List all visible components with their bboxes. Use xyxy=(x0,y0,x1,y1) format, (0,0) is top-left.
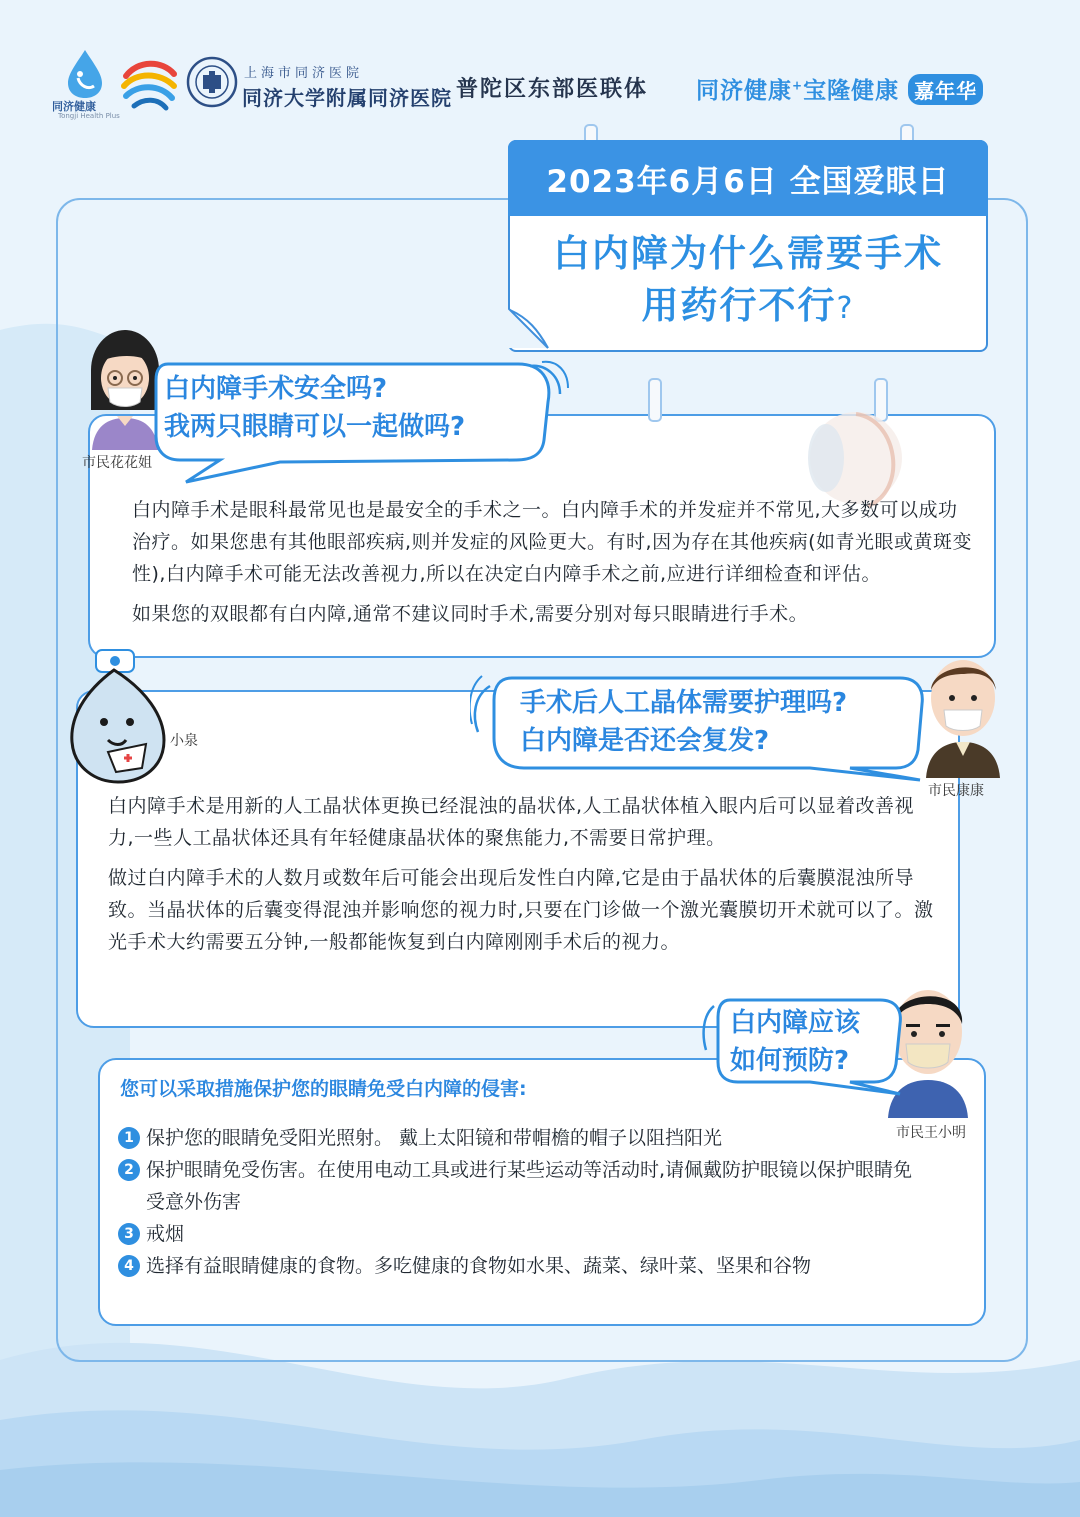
section1-question-line2: 我两只眼睛可以一起做吗? xyxy=(164,412,466,442)
title-date: 2023年6月6日 全国爱眼日 xyxy=(546,163,950,200)
tip-number-icon: 3 xyxy=(118,1223,140,1245)
section1-question xyxy=(164,370,465,446)
section2-question-line2: 白内障是否还会复发? xyxy=(520,726,770,756)
alliance-name: 普陀区东部医联体 xyxy=(456,76,649,102)
tip-text: 选择有益眼睛健康的食物。多吃健康的食物如水果、蔬菜、绿叶菜、坚果和谷物 xyxy=(146,1255,812,1277)
section3-intro: 您可以采取措施保护您的眼睛免受白内障的侵害: xyxy=(120,1078,527,1100)
brand-badge: 嘉年华 xyxy=(908,74,983,105)
section1-paragraph2: 如果您的双眼都有白内障,通常不建议同时手术,需要分别对每只眼睛进行手术。 xyxy=(132,603,809,625)
section1-question-line1: 白内障手术安全吗? xyxy=(164,374,388,404)
water-drop-icon xyxy=(50,48,120,100)
water-drop-mascot xyxy=(64,644,170,784)
tip-item xyxy=(118,1154,918,1218)
tip-item xyxy=(118,1250,918,1282)
section2-question xyxy=(520,684,847,760)
title-main-line2-wrap xyxy=(508,280,988,335)
header xyxy=(0,0,1080,130)
title-main-line1: 白内障为什么需要手术 xyxy=(553,232,943,275)
tips-list xyxy=(118,1122,918,1282)
kangkang-label: 市民康康 xyxy=(928,783,984,799)
brand-plus: + xyxy=(792,78,804,93)
tip-item xyxy=(118,1122,918,1154)
title-board xyxy=(508,140,988,352)
wangxiaoming-label: 市民王小明 xyxy=(896,1125,966,1141)
brand-left: 同济健康 xyxy=(696,78,792,104)
swirl-logo-icon xyxy=(118,56,180,114)
section3-question-line2: 如何预防? xyxy=(730,1046,850,1076)
title-main-line2: 用药行不行 xyxy=(641,284,837,327)
logo-text-en: Tongji Health Plus xyxy=(58,112,120,120)
folded-corner-icon xyxy=(508,308,554,350)
hospital-seal-icon xyxy=(186,56,238,108)
hospital-name-line1: 上海市同济医院 xyxy=(244,66,364,81)
tip-item xyxy=(118,1218,918,1250)
section1-body xyxy=(132,494,976,630)
tip-text: 保护眼睛免受伤害。在使用电动工具或进行某些运动等活动时,请佩戴防护眼镜以保护眼睛免受意外伤害 xyxy=(146,1159,913,1213)
section2-paragraph1: 白内障手术是用新的人工晶状体更换已经混浊的晶状体,人工晶状体植入眼内后可以显着改善视力,一些人工晶状体还具有年轻健康晶状体的聚焦能力,不需要日常护理。 xyxy=(108,795,915,849)
section2-question-line1: 手术后人工晶体需要护理吗? xyxy=(520,688,848,718)
woman-label: 市民花花姐 xyxy=(82,455,152,471)
pin-left xyxy=(648,378,662,422)
section3-question-line1: 白内障应该 xyxy=(730,1008,861,1038)
tip-number-icon: 4 xyxy=(118,1255,140,1277)
title-question-mark: ? xyxy=(836,291,855,326)
mascot-label: 小泉 xyxy=(170,733,198,749)
tongji-health-logo xyxy=(50,48,120,118)
hospital-name-line2: 同济大学附属同济医院 xyxy=(242,86,452,110)
section3-question xyxy=(730,1004,860,1080)
section2-paragraph2: 做过白内障手术的人数月或数年后可能会出现后发性白内障,它是由于晶状体的后囊膜混浊所导致。当晶状体的后囊变得混浊并影响您的视力时,只要在门诊做一个激光囊膜切开术就可以了。激光手术大约需要五分钟,一般都能恢复到白内障刚刚手术后的视力。 xyxy=(108,867,934,953)
tip-number-icon: 1 xyxy=(118,1127,140,1149)
tip-number-icon: 2 xyxy=(118,1159,140,1181)
tip-text: 戒烟 xyxy=(146,1223,185,1245)
brand-banner xyxy=(696,72,983,105)
title-main xyxy=(508,228,988,335)
title-date-bar xyxy=(508,140,988,216)
logo-text-cn: 同济健康 xyxy=(52,100,96,113)
section2-body xyxy=(108,790,938,958)
brand-right: 宝隆健康 xyxy=(803,78,900,104)
section1-paragraph1: 白内障手术是眼科最常见也是最安全的手术之一。白内障手术的并发症并不常见,大多数可以成功治疗。如果您患有其他眼部疾病,则并发症的风险更大。有时,因为存在其他疾病(如青光眼或黄斑变性),白内障手术可能无法改善视力,所以在决定白内障手术之前,应进行详细检查和评估。 xyxy=(132,499,972,585)
tip-text: 保护您的眼睛免受阳光照射。 戴上太阳镜和带帽檐的帽子以阻挡阳光 xyxy=(146,1127,723,1149)
